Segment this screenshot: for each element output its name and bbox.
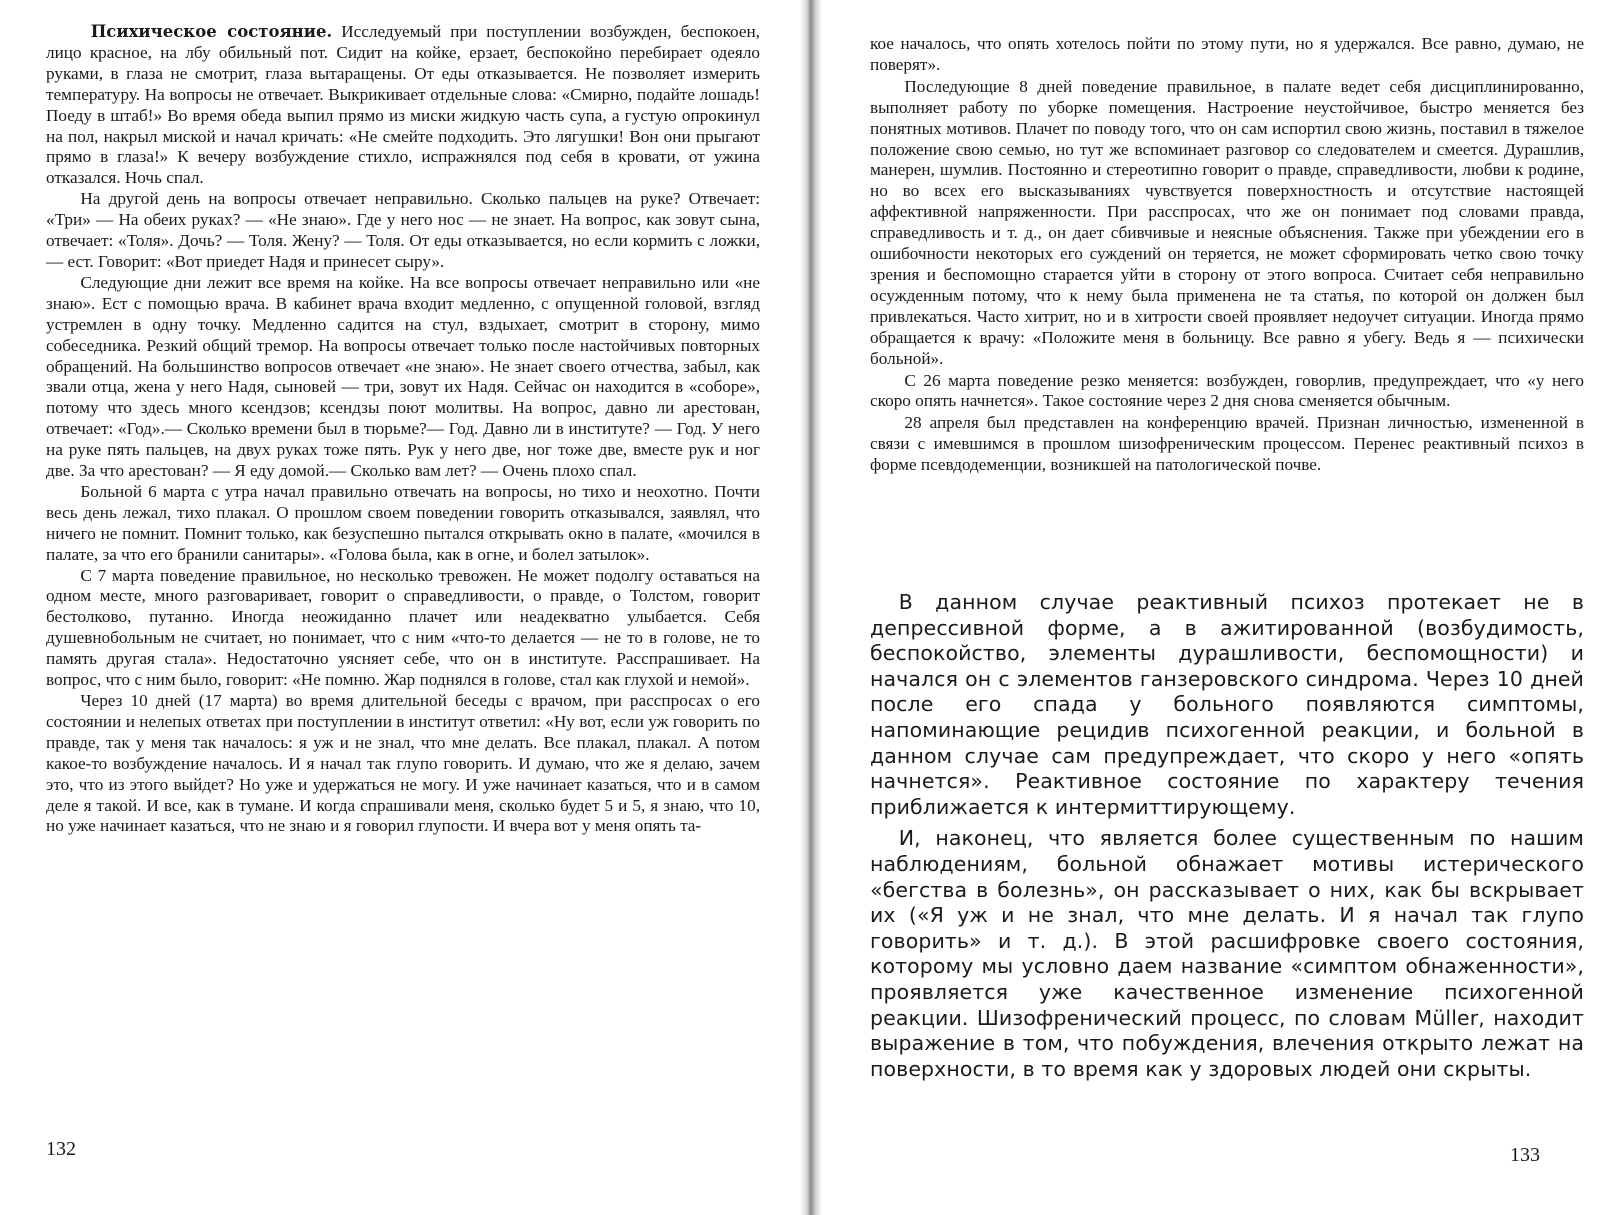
paragraph: 28 апреля был представлен на конференцию врачей. Признан личностью, измененной в связи с имевшимся в прошлом шизофреническим процессом. Перенес реактивный психоз в форме псевдодеменции, возникшей на патологической почве. xyxy=(870,413,1584,475)
page-number: 133 xyxy=(1510,1144,1540,1166)
opening-paragraph xyxy=(46,22,760,189)
paragraph: С 26 марта поведение резко меняется: возбужден, говорлив, предупреждает, что «у него скоро опять начнется». Такое состояние через 2 дня снова сменяется обычным. xyxy=(870,370,1584,411)
left-text-column xyxy=(46,22,760,837)
paragraph: На другой день на вопросы отвечает неправильно. Сколько пальцев на руке? Отвечает: «Три» — На обеих руках? — «Не знаю». Где у него нос — не знает. На вопрос, как зовут сына, отвечает: «Толя». Дочь? — Толя. Жену? — Толя. От еды отказывается, но если кормить с ложки,— ест. Говорит: «Вот приедет Надя и принесет сыру». xyxy=(46,189,760,271)
paragraph: Через 10 дней (17 марта) во время длительной беседы с врачом, при расспросах о его состоянии и нелепых ответах при поступлении в институт ответил: «Ну вот, если уж говорить по правде, так у меня так началось: я уж и не знал, что мне делать. Все плакал, плакал. А потом какое-то возбуждение началось. И я начал так глупо говорить. И думаю, что же я делаю, зачем это, что из этого выйдет? Но уже и удержаться не могу. И уже начинает казаться, что и в самом деле я такой. И все, как в тумане. И когда спрашивали меня, сколько будет 5 и 5, я знаю, что 10, но уже начинает казаться, что не знаю и я говорил глупости. И вчера вот у меня опять та- xyxy=(46,691,760,836)
left-page xyxy=(0,0,800,1215)
commentary-paragraph: В данном случае реактивный психоз протекает не в депрессивной форме, а в ажитированной (возбудимость, беспокойство, элементы дурашливости, беспомощности) и начался он с элементов ганзеровского синдрома. Через 10 дней после его спада у больного появляются симптомы, напоминающие рецидив психогенной реакции, и больной в данном случае сам предупреждает, что скоро у него «опять начнется». Реактивное состояние по характеру течения приближается к интермиттирующему. xyxy=(870,590,1584,819)
paragraph: Больной 6 марта с утра начал правильно отвечать на вопросы, но тихо и неохотно. Почти весь день лежал, тихо плакал. О прошлом своем поведении говорить отказывался, заявлял, что ничего не помнит. Помнит только, как безуспешно пытался открывать окно в палате, «мочился в палате, за что его бранили санитары». «Голова была, как в огне, и болел затылок». xyxy=(46,481,760,564)
right-text-column-large xyxy=(870,590,1584,1088)
section-heading: Психическое состояние. xyxy=(90,22,333,41)
page-number: 132 xyxy=(46,1138,76,1160)
continuation-paragraph: кое началось, что опять хотелось пойти по этому пути, но я удержался. Все равно, думаю, не поверят». xyxy=(870,34,1584,74)
book-spine-gutter xyxy=(800,0,822,1215)
right-text-column-small xyxy=(870,34,1584,477)
paragraph: Последующие 8 дней поведение правильное, в палате ведет себя дисциплинированно, выполняет работу по уборке помещения. Настроение неустойчивое, быстро меняется без понятных мотивов. Плачет по поводу того, что он сам испортил свою жизнь, поставил в тяжелое положение свою семью, но тут же вспоминает разговор со следователем и смеется. Дурашлив, манерен, шумлив. Постоянно и стереотипно говорит о правде, справедливости, любви к родине, но во всех его высказываниях чувствуется поверхностность и отсутствие настоящей аффективной напряженности. При расспросах, что же он понимает под словами правда, справедливость и т. д., он дает сбивчивые и неясные объяснения. Также при убеждении его в ошибочности некоторых его суждений он теряется, не может сформировать четко свою точку зрения и беспомощно старается уйти в сторону от этого вопроса. Считает себя неправильно осужденным потому, что к нему была применена не та статья, по которой он должен был привлекаться. Часто хитрит, но и в хитрости своей проявляет недоучет ситуации. Иногда прямо обращается к врачу: «Положите меня в больницу. Все равно я убегу. Ведь я — психически больной». xyxy=(870,76,1584,368)
right-page xyxy=(822,0,1601,1215)
opening-paragraph-text: Исследуемый при поступлении возбужден, беспокоен, лицо красное, на лбу обильный пот. Сидит на койке, ерзает, беспокойно перебирает одеяло руками, в глаза не смотрит, глаза вытаращены. От еды отказывается. Не позволяет измерить температуру. На вопросы не отвечает. Выкрикивает отдельные слова: «Смирно, подайте лошадь! Поеду в штаб!» Во время обеда выпил прямо из миски жидкую часть супа, а густую опрокинул на пол, накрыл миской и начал кричать: «Не смейте подходить. Это лягушки! Вон они прыгают прямо в глаза!» К вечеру возбуждение стихло, испражнялся под себя в кровати, от ужина отказался. Ночь спал. xyxy=(46,22,760,188)
paragraph: Следующие дни лежит все время на койке. На все вопросы отвечает неправильно или «не знаю». Ест с помощью врача. В кабинет врача входит медленно, с опущенной головой, взгляд устремлен в одну точку. Медленно садится на стул, вздыхает, смотрит в сторону, мимо собеседника. Резкий общий тремор. На вопросы отвечает только после настойчивых повторных обращений. На большинство вопросов отвечает «не знаю». Не знает своего отчества, забыл, как звали отца, жена у него Надя, сыновей — три, зовут их Надя. Сейчас он находится в «соборе», потому что здесь много ксендзов; ксендзы поют молитвы. На вопрос, давно ли арестован, отвечает: «Год».— Сколько времени был в тюрьме?— Год. Давно ли в институте? — Год. У него на руке пять пальцев, на двух руках тоже пять. Рук у него две, ног тоже две, вместе рук и ног две. За что арестован? — Я еду домой.— Сколько вам лет? — Очень плохо спал. xyxy=(46,272,760,481)
commentary-paragraph: И, наконец, что является более существенным по нашим наблюдениям, больной обнажает мотивы истерического «бегства в болезнь», он рассказывает о них, как бы вскрывает их («Я уж и не знал, что мне делать. И я начал так глупо говорить» и т. д.). В этой расшифровке своего состояния, которому мы условно даем название «симптом обнаженности», проявляется уже качественное изменение психогенной реакции. Шизофренический процесс, по словам Müller, находит выражение в том, что побуждения, влечения открыто лежат на поверхности, в то время как у здоровых людей они скрыты. xyxy=(870,826,1584,1081)
paragraph: С 7 марта поведение правильное, но несколько тревожен. Не может подолгу оставаться на одном месте, много разговаривает, говорит о справедливости, о правде, о Толстом, говорит бестолково, путанно. Иногда неожиданно плачет или неадекватно улыбается. Себя душевнобольным не считает, но понимает, что с ним «что-то делается — не то в голове, не то память другая стала». Недостаточно уясняет себе, что он в институте. Расспрашивает. На вопрос, что с ним было, говорит: «Не помню. Жар поднялся в голове, стал как глухой и немой». xyxy=(46,565,760,690)
